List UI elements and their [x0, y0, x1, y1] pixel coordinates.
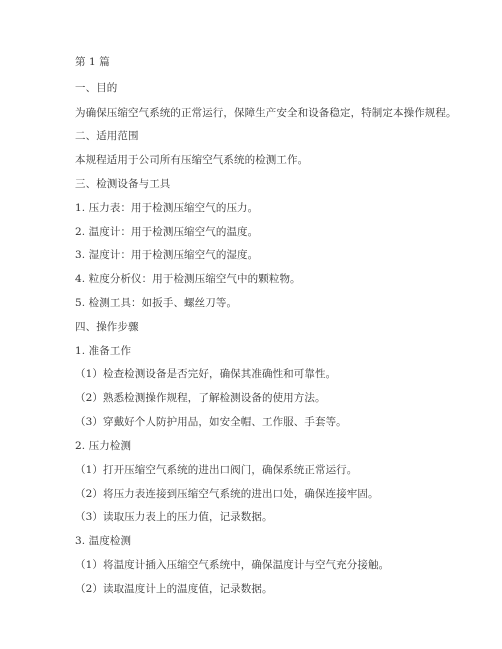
section-heading: 二、适用范围 [75, 130, 139, 142]
section-heading: 四、操作步骤 [75, 321, 139, 333]
list-item: （1）将温度计插入压缩空气系统中，确保温度计与空气充分接触。 [75, 559, 390, 571]
paragraph: 本规程适用于公司所有压缩空气系统的检测工作。 [75, 154, 309, 166]
document-title: 第 1 篇 [75, 56, 110, 68]
list-item: 1. 压力表：用于检测压缩空气的压力。 [75, 202, 259, 214]
step-heading: 1. 准备工作 [75, 345, 132, 357]
list-item: （1）检查检测设备是否完好，确保其准确性和可靠性。 [75, 368, 337, 380]
list-item: 5. 检测工具：如扳手、螺丝刀等。 [75, 297, 238, 309]
list-item: 4. 粒度分析仪：用于检测压缩空气中的颗粒物。 [75, 273, 301, 285]
list-item: （2）读取温度计上的温度值，记录数据。 [75, 583, 273, 595]
step-heading: 2. 压力检测 [75, 440, 132, 452]
list-item: 2. 温度计：用于检测压缩空气的温度。 [75, 226, 259, 238]
list-item: 3. 湿度计：用于检测压缩空气的湿度。 [75, 249, 259, 261]
section-heading: 一、目的 [75, 82, 118, 94]
paragraph: 为确保压缩空气系统的正常运行，保障生产安全和设备稳定，特制定本操作规程。 [75, 107, 457, 119]
list-item: （3）读取压力表上的压力值，记录数据。 [75, 511, 273, 523]
step-heading: 3. 温度检测 [75, 535, 132, 547]
list-item: （3）穿戴好个人防护用品，如安全帽、工作服、手套等。 [75, 416, 347, 428]
list-item: （2）熟悉检测操作规程，了解检测设备的使用方法。 [75, 392, 326, 404]
section-heading: 三、检测设备与工具 [75, 178, 171, 190]
list-item: （1）打开压缩空气系统的进出口阀门，确保系统正常运行。 [75, 464, 358, 476]
list-item: （2）将压力表连接到压缩空气系统的进出口处，确保连接牢固。 [75, 488, 379, 500]
